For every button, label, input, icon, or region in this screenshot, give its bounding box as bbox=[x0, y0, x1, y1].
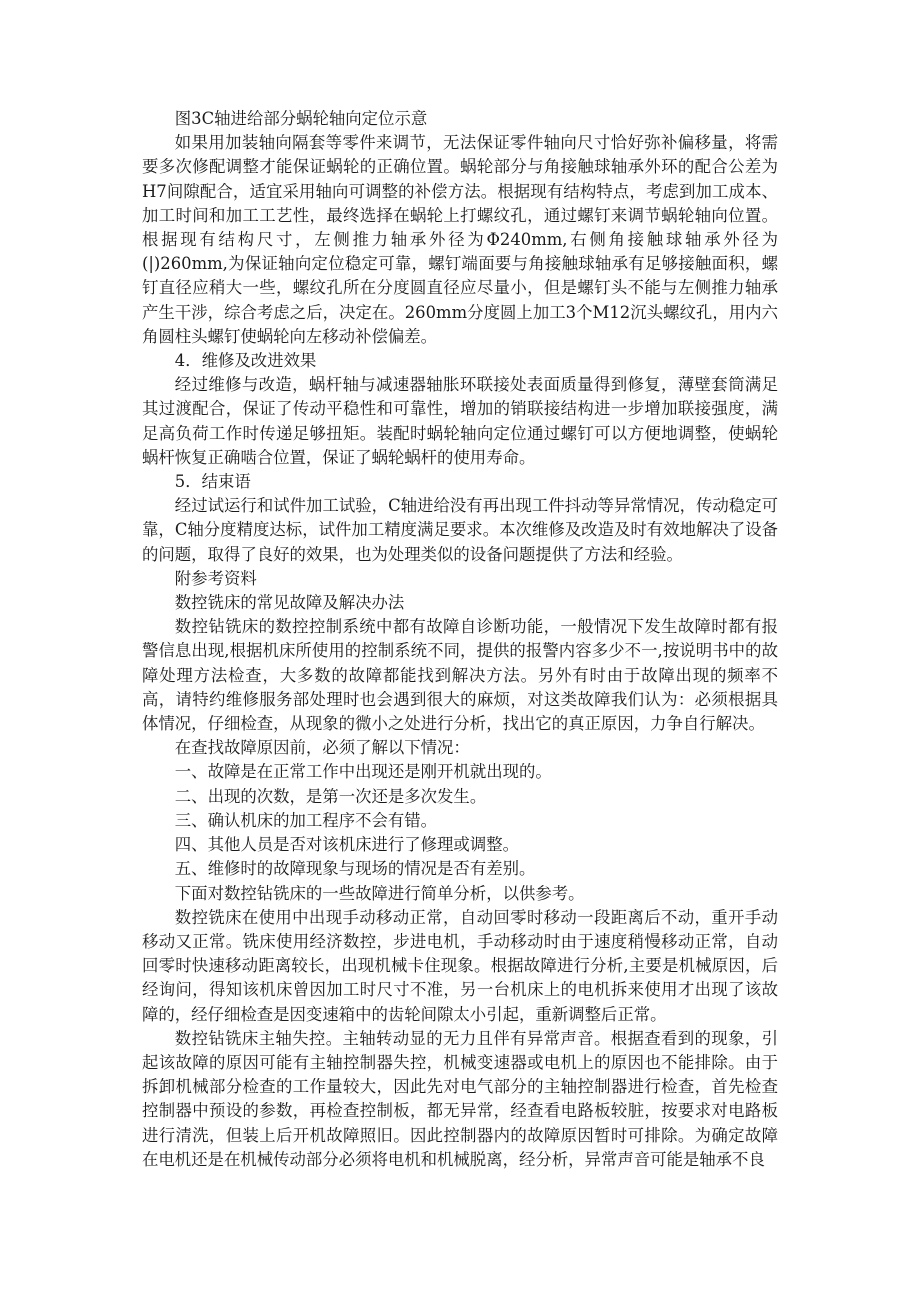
checklist-item-5: 五、维修时的故障现象与现场的情况是否有差别。 bbox=[174, 859, 536, 879]
paragraph-fault-spindle: 数控钻铣床主轴失控。主轴转动显的无力且伴有异常声音。根据查看到的现象，引起该故障的原因可能有主轴控制器失控，机械变速器或电机上的原因也不能排除。由于拆卸机械部分检查的工作量较大，因此先对电气部分的主轴控制器进行检查，首先检查控制器中预设的参数，再检查控制板，都无异常，经查看电路板较脏，按要求对电路板进行清洗，但装上后开机故障照旧。因此控制器内的故障原因暂时可排除。为确定故障在电机还是在机械传动部分必须将电机和机械脱离，经分析，异常声音可能是轴承不良 bbox=[142, 1028, 778, 1169]
paragraph-self-diagnosis: 数控钻铣床的数控控制系统中都有故障自诊断功能，一般情况下发生故障时都有报警信息出现,根据机床所使用的控制系统不同，提供的报警内容多少不一,按说明书中的故障处理方法检查，大多数的故障都能找到解决方法。另外有时由于故障出现的频率不高，请特约维修服务部处理时也会遇到很大的麻烦，对这类故障我们认为：必须根据具体情况，仔细检查，从现象的微小之处进行分析，找出它的真正原因，力争自行解决。 bbox=[142, 617, 778, 734]
appendix-title: 数控铣床的常见故障及解决办法 bbox=[174, 593, 405, 613]
paragraph-conclusion: 经过试运行和试件加工试验，C轴进给没有再出现工件抖动等异常情况，传动稳定可靠，C轴分度精度达标，试件加工精度满足要求。本次维修及改造及时有效地解决了设备的问题，取得了良好的效果，也为处理类似的设备问题提供了方法和经验。 bbox=[142, 496, 778, 564]
checklist-item-1: 一、故障是在正常工作中出现还是刚开机就出现的。 bbox=[174, 762, 552, 782]
section-heading-conclusion: 5．结束语 bbox=[174, 472, 251, 492]
paragraph-fault-homing: 数控铣床在使用中出现手动移动正常，自动回零时移动一段距离后不动，重开手动移动又正常。铣床使用经济数控，步进电机，手动移动时由于速度稍慢移动正常，自动回零时快速移动距离较长，出现机械卡住现象。根据故障进行分析,主要是机械原因，后经询问，得知该机床曾因加工时尺寸不准，另一台机床上的电机拆来使用才出现了该故障的，经仔细检查是因变速箱中的齿轮间隙太小引起，重新调整后正常。 bbox=[142, 907, 778, 1024]
checklist-item-3: 三、确认机床的加工程序不会有错。 bbox=[174, 810, 438, 830]
figure-caption: 图3C轴进给部分蜗轮轴向定位示意 bbox=[174, 109, 428, 128]
checklist-item-4: 四、其他人员是否对该机床进行了修理或调整。 bbox=[174, 835, 519, 855]
paragraph-repair-effect: 经过维修与改造，蜗杆轴与减速器轴胀环联接处表面质量得到修复，薄壁套筒满足其过渡配合，保证了传动平稳性和可靠性，增加的销联接结构进一步增加联接强度，满足高负荷工作时传递足够扭矩。装配时蜗轮轴向定位通过螺钉可以方便地调整，使蜗轮蜗杆恢复正确啮合位置，保证了蜗轮蜗杆的使用寿命。 bbox=[142, 375, 778, 467]
paragraph-analysis-intro: 下面对数控钻铣床的一些故障进行简单分析，以供参考。 bbox=[174, 883, 585, 903]
appendix-heading: 附参考资料 bbox=[174, 568, 257, 588]
section-heading-repair-effect: 4．维修及改进效果 bbox=[174, 351, 317, 371]
checklist-item-2: 二、出现的次数，是第一次还是多次发生。 bbox=[174, 786, 487, 806]
paragraph-worm-wheel-adjustment: 如果用加装轴向隔套等零件来调节，无法保证零件轴向尺寸恰好弥补偏移量，将需要多次修配调整才能保证蜗轮的正确位置。蜗轮部分与角接触球轴承外环的配合公差为H7间隙配合，适宜采用轴向可调整的补偿方法。根据现有结构特点，考虑到加工成本、加工时间和加工工艺性，最终选择在蜗轮上打螺纹孔，通过螺钉来调节蜗轮轴向位置。根据现有结构尺寸，左侧推力轴承外径为Φ240mm,右侧角接触球轴承外径为(|)260mm,为保证轴向定位稳定可靠，螺钉端面要与角接触球轴承有足够接触面积，螺钉直径应稍大一些，螺纹孔所在分度圆直径应尽量小，但是螺钉头不能与左侧推力轴承产生干涉，综合考虑之后，决定在。260mm分度圆上加工3个M12沉头螺纹孔，用内六角圆柱头螺钉使蜗轮向左移动补偿偏差。 bbox=[142, 133, 778, 346]
document-page bbox=[142, 107, 778, 1172]
paragraph-checklist-intro: 在查找故障原因前，必须了解以下情况： bbox=[174, 738, 470, 758]
